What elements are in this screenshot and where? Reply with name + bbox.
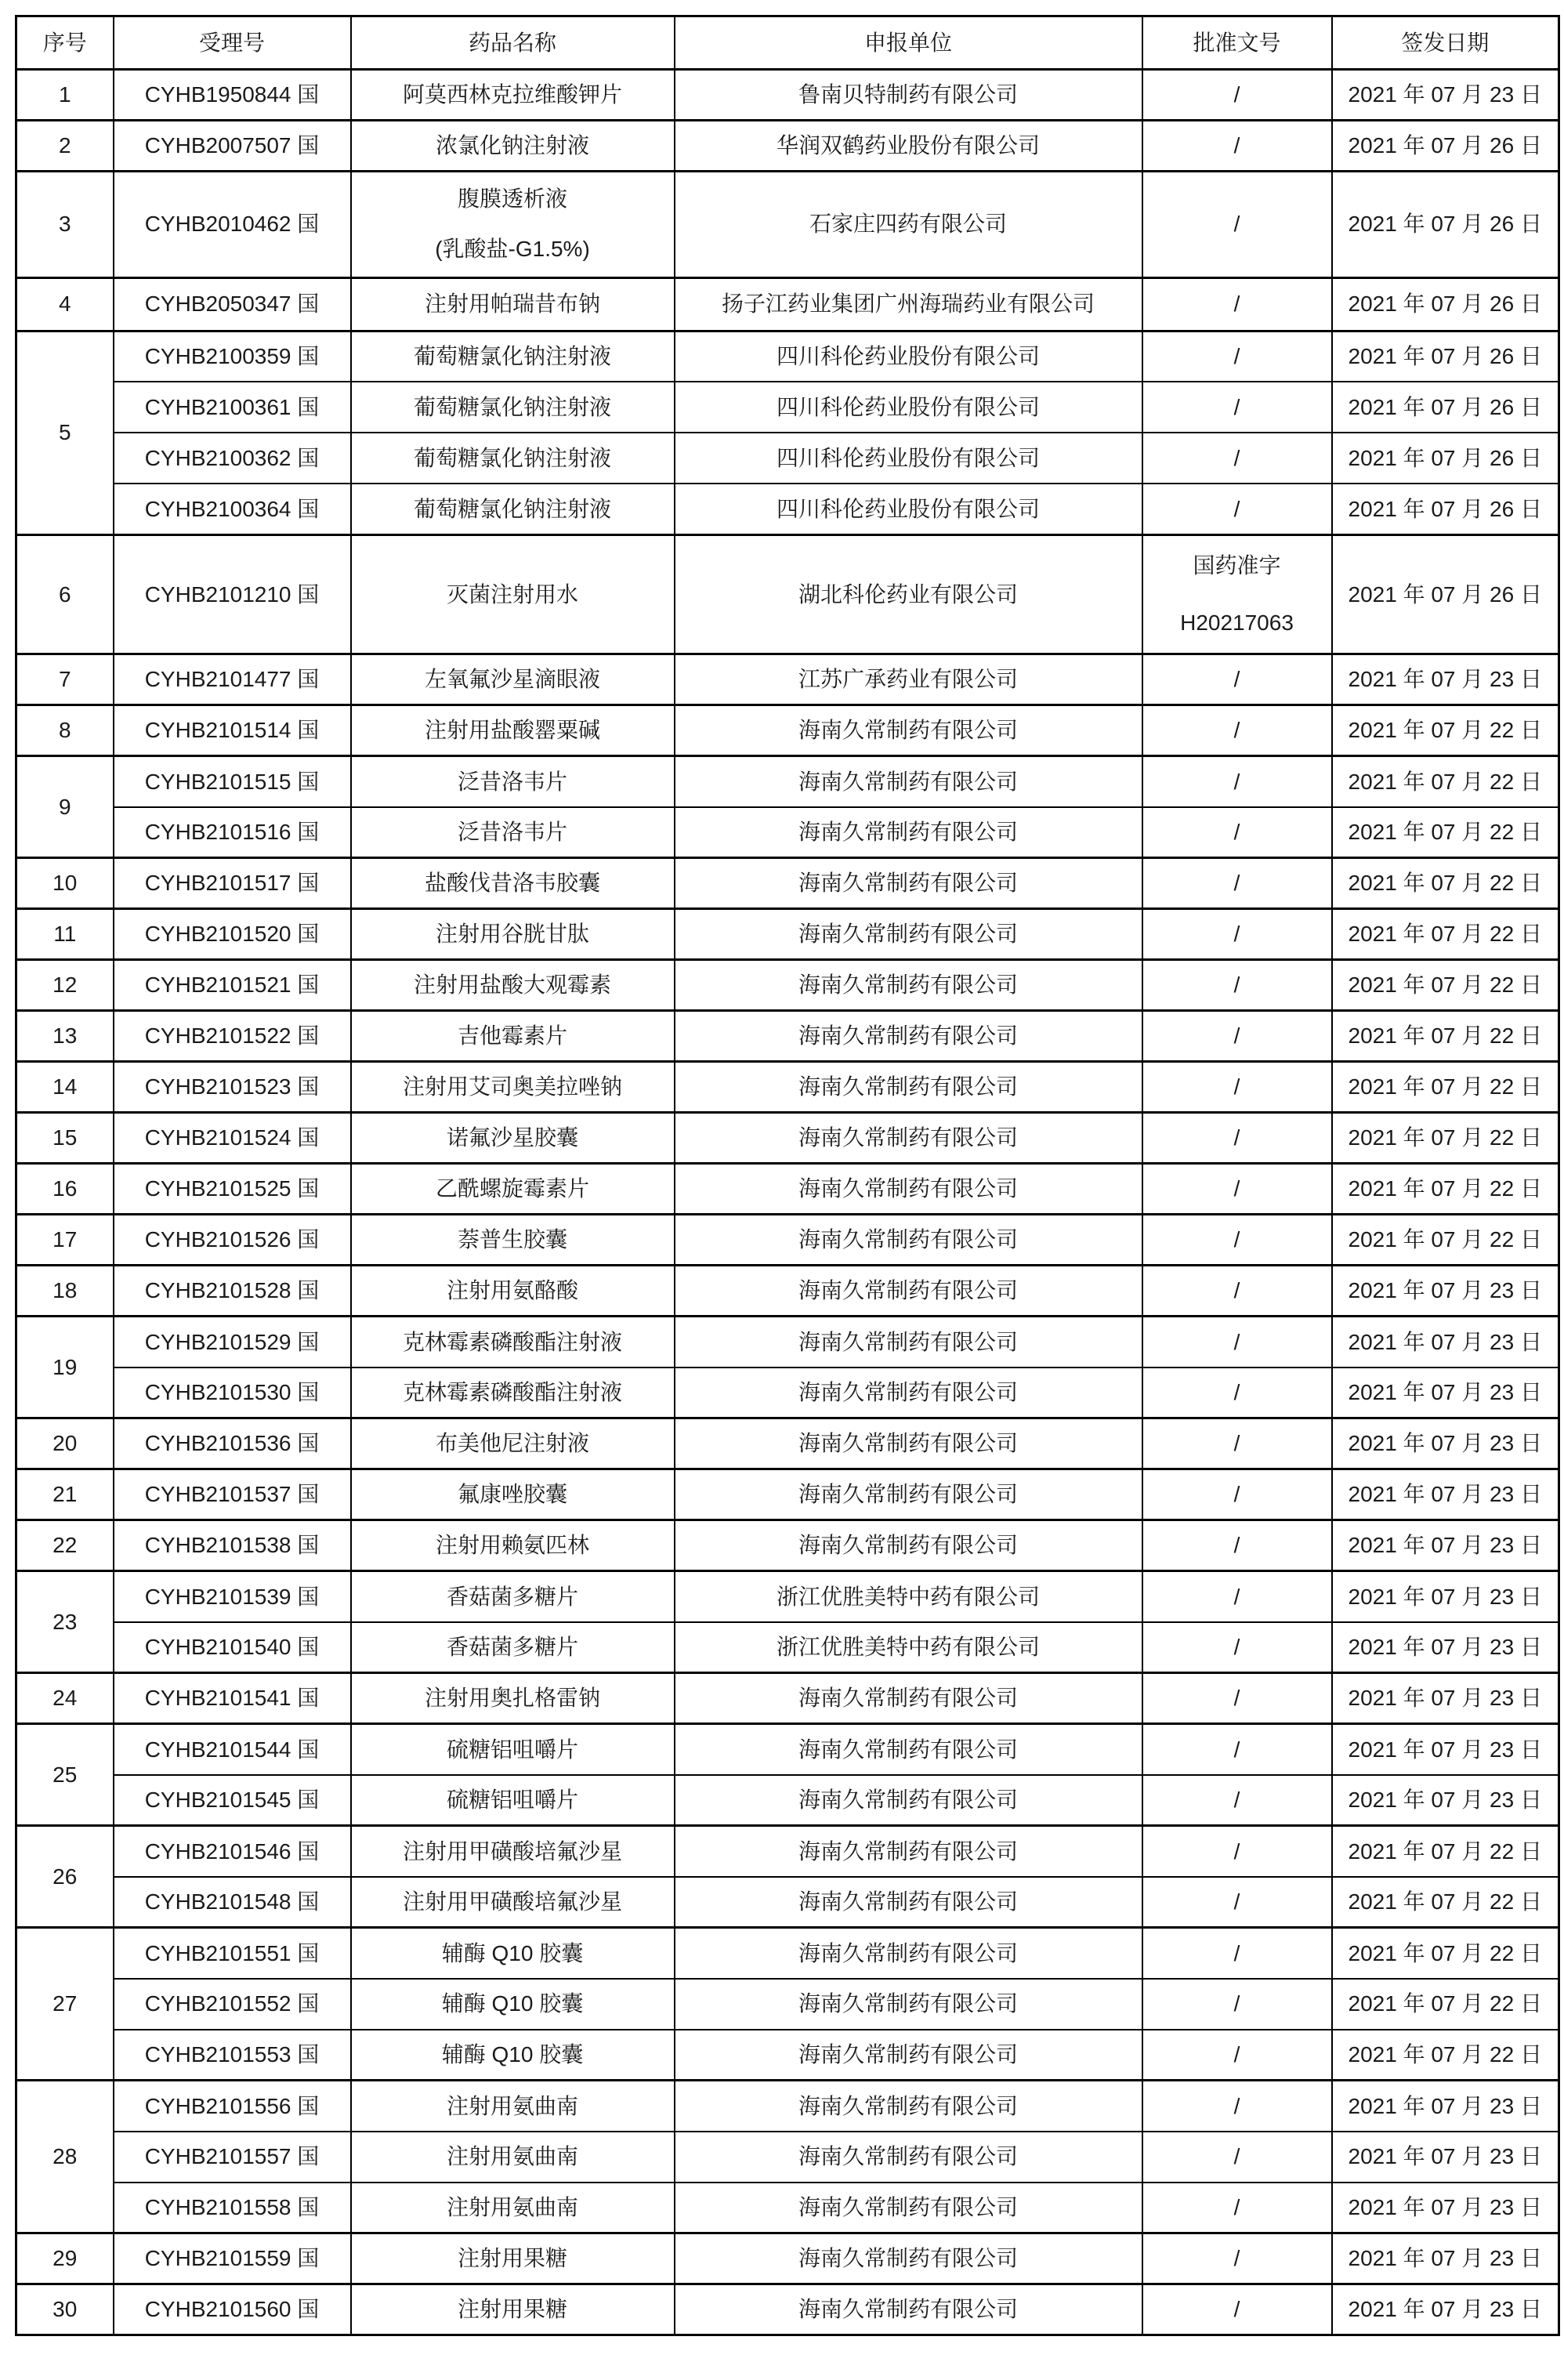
cell-company: 江苏广承药业有限公司 <box>675 654 1142 705</box>
cell-index: 25 <box>16 1724 114 1826</box>
table-row <box>16 807 1559 858</box>
cell-company: 海南久常制药有限公司 <box>675 1266 1142 1317</box>
cell-index: 27 <box>16 1928 114 2081</box>
cell-issue-date: 2021 年 07 月 26 日 <box>1332 382 1559 433</box>
table-row <box>16 1520 1559 1571</box>
cell-acceptance-number: CYHB2101523 国 <box>114 1062 351 1113</box>
cell-index: 8 <box>16 705 114 756</box>
cell-approval-number: / <box>1142 1673 1332 1724</box>
table-row <box>16 1928 1559 1979</box>
cell-drug-name: 辅酶 Q10 胶囊 <box>351 1928 675 1979</box>
col-header-company: 申报单位 <box>675 16 1142 70</box>
cell-acceptance-number: CYHB2100361 国 <box>114 382 351 433</box>
cell-issue-date: 2021 年 07 月 26 日 <box>1332 534 1559 654</box>
cell-issue-date: 2021 年 07 月 26 日 <box>1332 484 1559 534</box>
cell-issue-date: 2021 年 07 月 22 日 <box>1332 705 1559 756</box>
cell-acceptance-number: CYHB2100364 国 <box>114 484 351 534</box>
cell-issue-date: 2021 年 07 月 23 日 <box>1332 1418 1559 1469</box>
cell-index: 20 <box>16 1418 114 1469</box>
cell-drug-name: 葡萄糖氯化钠注射液 <box>351 331 675 382</box>
cell-issue-date: 2021 年 07 月 22 日 <box>1332 858 1559 909</box>
cell-approval-number: / <box>1142 2132 1332 2183</box>
table-row <box>16 1215 1559 1266</box>
cell-drug-name: 泛昔洛韦片 <box>351 756 675 807</box>
cell-drug-name: 注射用氨曲南 <box>351 2132 675 2183</box>
table-row <box>16 1266 1559 1317</box>
table-row <box>16 121 1559 172</box>
cell-issue-date: 2021 年 07 月 22 日 <box>1332 1877 1559 1928</box>
cell-company: 海南久常制药有限公司 <box>675 807 1142 858</box>
cell-acceptance-number: CYHB2101552 国 <box>114 1979 351 2030</box>
cell-approval-number: / <box>1142 433 1332 484</box>
cell-acceptance-number: CYHB2101548 国 <box>114 1877 351 1928</box>
table-row <box>16 2284 1559 2335</box>
cell-approval-number: / <box>1142 756 1332 807</box>
cell-issue-date: 2021 年 07 月 23 日 <box>1332 2132 1559 2183</box>
cell-company: 海南久常制药有限公司 <box>675 909 1142 960</box>
cell-issue-date: 2021 年 07 月 23 日 <box>1332 1571 1559 1622</box>
cell-issue-date: 2021 年 07 月 26 日 <box>1332 331 1559 382</box>
table-row <box>16 1317 1559 1368</box>
cell-index: 19 <box>16 1317 114 1418</box>
cell-issue-date: 2021 年 07 月 23 日 <box>1332 1317 1559 1368</box>
cell-drug-name: 注射用氨曲南 <box>351 2183 675 2233</box>
table-row <box>16 705 1559 756</box>
cell-drug-name: 左氧氟沙星滴眼液 <box>351 654 675 705</box>
col-header-index: 序号 <box>16 16 114 70</box>
cell-acceptance-number: CYHB1950844 国 <box>114 70 351 121</box>
col-header-approval-number: 批准文号 <box>1142 16 1332 70</box>
table-row <box>16 2233 1559 2284</box>
cell-index: 23 <box>16 1571 114 1673</box>
cell-index: 3 <box>16 172 114 278</box>
table-row <box>16 1571 1559 1622</box>
cell-drug-name: 注射用氨酪酸 <box>351 1266 675 1317</box>
cell-drug-name: 盐酸伐昔洛韦胶囊 <box>351 858 675 909</box>
cell-approval-number: / <box>1142 2081 1332 2132</box>
cell-company: 海南久常制药有限公司 <box>675 1011 1142 1062</box>
cell-approval-number: / <box>1142 2233 1332 2284</box>
cell-index: 14 <box>16 1062 114 1113</box>
table-row <box>16 858 1559 909</box>
col-header-issue-date: 签发日期 <box>1332 16 1559 70</box>
cell-drug-name: 注射用甲磺酸培氟沙星 <box>351 1826 675 1877</box>
col-header-drug-name: 药品名称 <box>351 16 675 70</box>
cell-issue-date: 2021 年 07 月 23 日 <box>1332 2183 1559 2233</box>
table-row <box>16 1469 1559 1520</box>
cell-company: 海南久常制药有限公司 <box>675 1520 1142 1571</box>
cell-drug-name: 注射用盐酸罂粟碱 <box>351 705 675 756</box>
cell-acceptance-number: CYHB2101551 国 <box>114 1928 351 1979</box>
cell-company: 华润双鹤药业股份有限公司 <box>675 121 1142 172</box>
cell-approval-number: / <box>1142 1724 1332 1775</box>
cell-acceptance-number: CYHB2101525 国 <box>114 1164 351 1215</box>
cell-approval-number: / <box>1142 1062 1332 1113</box>
cell-drug-name: 注射用帕瑞昔布钠 <box>351 277 675 331</box>
cell-drug-name: 注射用谷胱甘肽 <box>351 909 675 960</box>
cell-acceptance-number: CYHB2100362 国 <box>114 433 351 484</box>
cell-approval-number: / <box>1142 1520 1332 1571</box>
cell-acceptance-number: CYHB2101529 国 <box>114 1317 351 1368</box>
cell-company: 海南久常制药有限公司 <box>675 1113 1142 1164</box>
cell-approval-number: / <box>1142 1469 1332 1520</box>
cell-issue-date: 2021 年 07 月 26 日 <box>1332 433 1559 484</box>
cell-company: 海南久常制药有限公司 <box>675 2284 1142 2335</box>
cell-index: 10 <box>16 858 114 909</box>
cell-approval-number: / <box>1142 2183 1332 2233</box>
cell-company: 海南久常制药有限公司 <box>675 1673 1142 1724</box>
cell-company: 海南久常制药有限公司 <box>675 960 1142 1011</box>
cell-acceptance-number: CYHB2101546 国 <box>114 1826 351 1877</box>
cell-acceptance-number: CYHB2101539 国 <box>114 1571 351 1622</box>
cell-company: 海南久常制药有限公司 <box>675 1928 1142 1979</box>
cell-company: 海南久常制药有限公司 <box>675 2132 1142 2183</box>
cell-acceptance-number: CYHB2101536 国 <box>114 1418 351 1469</box>
cell-acceptance-number: CYHB2101522 国 <box>114 1011 351 1062</box>
cell-company: 海南久常制药有限公司 <box>675 1215 1142 1266</box>
cell-approval-number: / <box>1142 1266 1332 1317</box>
cell-drug-name: 注射用甲磺酸培氟沙星 <box>351 1877 675 1928</box>
cell-acceptance-number: CYHB2101545 国 <box>114 1775 351 1826</box>
cell-approval-number: / <box>1142 70 1332 121</box>
cell-drug-name: 乙酰螺旋霉素片 <box>351 1164 675 1215</box>
cell-company: 湖北科伦药业有限公司 <box>675 534 1142 654</box>
cell-drug-name: 克林霉素磷酸酯注射液 <box>351 1368 675 1418</box>
cell-acceptance-number: CYHB2101541 国 <box>114 1673 351 1724</box>
cell-issue-date: 2021 年 07 月 23 日 <box>1332 1520 1559 1571</box>
cell-acceptance-number: CYHB2101538 国 <box>114 1520 351 1571</box>
cell-acceptance-number: CYHB2100359 国 <box>114 331 351 382</box>
table-row <box>16 1826 1559 1877</box>
cell-issue-date: 2021 年 07 月 23 日 <box>1332 1266 1559 1317</box>
cell-drug-name: 注射用果糖 <box>351 2284 675 2335</box>
cell-company: 海南久常制药有限公司 <box>675 1826 1142 1877</box>
cell-acceptance-number: CYHB2101210 国 <box>114 534 351 654</box>
cell-acceptance-number: CYHB2101553 国 <box>114 2030 351 2081</box>
cell-approval-number: / <box>1142 1622 1332 1673</box>
cell-issue-date: 2021 年 07 月 23 日 <box>1332 1724 1559 1775</box>
table-row <box>16 2132 1559 2183</box>
table-row <box>16 960 1559 1011</box>
cell-company: 海南久常制药有限公司 <box>675 1775 1142 1826</box>
cell-drug-name: 葡萄糖氯化钠注射液 <box>351 484 675 534</box>
table-row <box>16 2081 1559 2132</box>
cell-company: 四川科伦药业股份有限公司 <box>675 331 1142 382</box>
cell-issue-date: 2021 年 07 月 23 日 <box>1332 70 1559 121</box>
cell-approval-number: / <box>1142 1368 1332 1418</box>
cell-approval-number: / <box>1142 705 1332 756</box>
cell-drug-name: 硫糖铝咀嚼片 <box>351 1775 675 1826</box>
cell-issue-date: 2021 年 07 月 22 日 <box>1332 1826 1559 1877</box>
cell-index: 13 <box>16 1011 114 1062</box>
table-row <box>16 433 1559 484</box>
drug-approval-table <box>15 15 1560 2336</box>
cell-acceptance-number: CYHB2101557 国 <box>114 2132 351 2183</box>
table-row <box>16 382 1559 433</box>
col-header-acceptance-number: 受理号 <box>114 16 351 70</box>
cell-approval-number: / <box>1142 1775 1332 1826</box>
table-body <box>16 70 1559 2335</box>
cell-company: 鲁南贝特制药有限公司 <box>675 70 1142 121</box>
cell-approval-number: / <box>1142 960 1332 1011</box>
cell-drug-name: 辅酶 Q10 胶囊 <box>351 2030 675 2081</box>
table-row <box>16 1622 1559 1673</box>
header-row <box>16 16 1559 70</box>
cell-issue-date: 2021 年 07 月 23 日 <box>1332 1775 1559 1826</box>
cell-issue-date: 2021 年 07 月 22 日 <box>1332 807 1559 858</box>
cell-drug-name: 注射用奥扎格雷钠 <box>351 1673 675 1724</box>
cell-drug-name: 注射用果糖 <box>351 2233 675 2284</box>
cell-approval-number: / <box>1142 858 1332 909</box>
cell-issue-date: 2021 年 07 月 22 日 <box>1332 1215 1559 1266</box>
cell-company: 海南久常制药有限公司 <box>675 1062 1142 1113</box>
cell-approval-number: / <box>1142 654 1332 705</box>
cell-approval-number: / <box>1142 382 1332 433</box>
cell-acceptance-number: CYHB2101528 国 <box>114 1266 351 1317</box>
cell-acceptance-number: CYHB2101514 国 <box>114 705 351 756</box>
table-row <box>16 277 1559 331</box>
table-row <box>16 654 1559 705</box>
table-row <box>16 172 1559 278</box>
table-row <box>16 484 1559 534</box>
cell-company: 海南久常制药有限公司 <box>675 756 1142 807</box>
cell-issue-date: 2021 年 07 月 22 日 <box>1332 1113 1559 1164</box>
cell-index: 30 <box>16 2284 114 2335</box>
cell-issue-date: 2021 年 07 月 23 日 <box>1332 1622 1559 1673</box>
cell-company: 海南久常制药有限公司 <box>675 1418 1142 1469</box>
cell-index: 5 <box>16 331 114 534</box>
cell-company: 海南久常制药有限公司 <box>675 1368 1142 1418</box>
cell-issue-date: 2021 年 07 月 26 日 <box>1332 172 1559 278</box>
cell-acceptance-number: CYHB2101560 国 <box>114 2284 351 2335</box>
cell-issue-date: 2021 年 07 月 26 日 <box>1332 277 1559 331</box>
cell-approval-number: / <box>1142 1011 1332 1062</box>
cell-company: 海南久常制药有限公司 <box>675 1979 1142 2030</box>
table-row <box>16 1062 1559 1113</box>
cell-approval-number: / <box>1142 1418 1332 1469</box>
cell-company: 四川科伦药业股份有限公司 <box>675 484 1142 534</box>
cell-approval-number: 国药准字 H20217063 <box>1142 534 1332 654</box>
cell-acceptance-number: CYHB2101477 国 <box>114 654 351 705</box>
cell-approval-number: / <box>1142 1826 1332 1877</box>
cell-acceptance-number: CYHB2101558 国 <box>114 2183 351 2233</box>
cell-acceptance-number: CYHB2101524 国 <box>114 1113 351 1164</box>
cell-acceptance-number: CYHB2101520 国 <box>114 909 351 960</box>
cell-acceptance-number: CYHB2010462 国 <box>114 172 351 278</box>
cell-approval-number: / <box>1142 1571 1332 1622</box>
cell-acceptance-number: CYHB2101515 国 <box>114 756 351 807</box>
table-row <box>16 1368 1559 1418</box>
cell-index: 16 <box>16 1164 114 1215</box>
cell-approval-number: / <box>1142 1928 1332 1979</box>
cell-drug-name: 氟康唑胶囊 <box>351 1469 675 1520</box>
cell-issue-date: 2021 年 07 月 22 日 <box>1332 960 1559 1011</box>
cell-approval-number: / <box>1142 1317 1332 1368</box>
cell-drug-name: 葡萄糖氯化钠注射液 <box>351 433 675 484</box>
table-row <box>16 70 1559 121</box>
cell-drug-name: 硫糖铝咀嚼片 <box>351 1724 675 1775</box>
cell-index: 24 <box>16 1673 114 1724</box>
cell-company: 海南久常制药有限公司 <box>675 1724 1142 1775</box>
cell-drug-name: 注射用赖氨匹林 <box>351 1520 675 1571</box>
cell-approval-number: / <box>1142 909 1332 960</box>
cell-issue-date: 2021 年 07 月 23 日 <box>1332 654 1559 705</box>
cell-acceptance-number: CYHB2101526 国 <box>114 1215 351 1266</box>
cell-company: 海南久常制药有限公司 <box>675 1469 1142 1520</box>
cell-acceptance-number: CYHB2101544 国 <box>114 1724 351 1775</box>
cell-index: 7 <box>16 654 114 705</box>
cell-company: 四川科伦药业股份有限公司 <box>675 382 1142 433</box>
cell-drug-name: 注射用氨曲南 <box>351 2081 675 2132</box>
cell-company: 海南久常制药有限公司 <box>675 1317 1142 1368</box>
cell-company: 海南久常制药有限公司 <box>675 2030 1142 2081</box>
table-row <box>16 1724 1559 1775</box>
table-row <box>16 534 1559 654</box>
cell-index: 15 <box>16 1113 114 1164</box>
cell-index: 17 <box>16 1215 114 1266</box>
cell-drug-name: 阿莫西林克拉维酸钾片 <box>351 70 675 121</box>
cell-acceptance-number: CYHB2101521 国 <box>114 960 351 1011</box>
cell-approval-number: / <box>1142 807 1332 858</box>
cell-drug-name: 吉他霉素片 <box>351 1011 675 1062</box>
cell-index: 12 <box>16 960 114 1011</box>
cell-drug-name: 腹膜透析液 (乳酸盐-G1.5%) <box>351 172 675 278</box>
cell-index: 2 <box>16 121 114 172</box>
cell-issue-date: 2021 年 07 月 23 日 <box>1332 2284 1559 2335</box>
cell-issue-date: 2021 年 07 月 22 日 <box>1332 1928 1559 1979</box>
cell-issue-date: 2021 年 07 月 23 日 <box>1332 2081 1559 2132</box>
cell-issue-date: 2021 年 07 月 22 日 <box>1332 909 1559 960</box>
table-row <box>16 756 1559 807</box>
cell-company: 海南久常制药有限公司 <box>675 858 1142 909</box>
cell-index: 1 <box>16 70 114 121</box>
cell-drug-name: 注射用艾司奥美拉唑钠 <box>351 1062 675 1113</box>
cell-index: 22 <box>16 1520 114 1571</box>
table-row <box>16 1418 1559 1469</box>
cell-company: 四川科伦药业股份有限公司 <box>675 433 1142 484</box>
cell-acceptance-number: CYHB2050347 国 <box>114 277 351 331</box>
cell-acceptance-number: CYHB2101556 国 <box>114 2081 351 2132</box>
cell-drug-name: 注射用盐酸大观霉素 <box>351 960 675 1011</box>
cell-acceptance-number: CYHB2101516 国 <box>114 807 351 858</box>
cell-drug-name: 泛昔洛韦片 <box>351 807 675 858</box>
cell-approval-number: / <box>1142 2030 1332 2081</box>
cell-company: 扬子江药业集团广州海瑞药业有限公司 <box>675 277 1142 331</box>
cell-drug-name: 香菇菌多糖片 <box>351 1571 675 1622</box>
cell-acceptance-number: CYHB2007507 国 <box>114 121 351 172</box>
cell-company: 海南久常制药有限公司 <box>675 2081 1142 2132</box>
cell-issue-date: 2021 年 07 月 23 日 <box>1332 1469 1559 1520</box>
cell-issue-date: 2021 年 07 月 23 日 <box>1332 1673 1559 1724</box>
cell-approval-number: / <box>1142 2284 1332 2335</box>
cell-index: 18 <box>16 1266 114 1317</box>
cell-issue-date: 2021 年 07 月 23 日 <box>1332 2233 1559 2284</box>
cell-company: 海南久常制药有限公司 <box>675 2233 1142 2284</box>
cell-issue-date: 2021 年 07 月 22 日 <box>1332 1011 1559 1062</box>
cell-approval-number: / <box>1142 277 1332 331</box>
cell-approval-number: / <box>1142 1215 1332 1266</box>
table-row <box>16 1979 1559 2030</box>
cell-approval-number: / <box>1142 1113 1332 1164</box>
cell-acceptance-number: CYHB2101559 国 <box>114 2233 351 2284</box>
table-row <box>16 1877 1559 1928</box>
table-row <box>16 1775 1559 1826</box>
cell-issue-date: 2021 年 07 月 22 日 <box>1332 1164 1559 1215</box>
cell-drug-name: 布美他尼注射液 <box>351 1418 675 1469</box>
table-row <box>16 1113 1559 1164</box>
table-row <box>16 2183 1559 2233</box>
cell-company: 海南久常制药有限公司 <box>675 2183 1142 2233</box>
cell-approval-number: / <box>1142 484 1332 534</box>
cell-drug-name: 浓氯化钠注射液 <box>351 121 675 172</box>
cell-index: 4 <box>16 277 114 331</box>
cell-approval-number: / <box>1142 121 1332 172</box>
cell-issue-date: 2021 年 07 月 22 日 <box>1332 2030 1559 2081</box>
cell-approval-number: / <box>1142 331 1332 382</box>
cell-company: 海南久常制药有限公司 <box>675 1877 1142 1928</box>
cell-index: 6 <box>16 534 114 654</box>
cell-approval-number: / <box>1142 1877 1332 1928</box>
cell-index: 21 <box>16 1469 114 1520</box>
cell-index: 26 <box>16 1826 114 1928</box>
cell-company: 石家庄四药有限公司 <box>675 172 1142 278</box>
table-row <box>16 1164 1559 1215</box>
cell-company: 海南久常制药有限公司 <box>675 705 1142 756</box>
cell-issue-date: 2021 年 07 月 22 日 <box>1332 1979 1559 2030</box>
cell-company: 海南久常制药有限公司 <box>675 1164 1142 1215</box>
table-header <box>16 16 1559 70</box>
cell-acceptance-number: CYHB2101537 国 <box>114 1469 351 1520</box>
table-row <box>16 2030 1559 2081</box>
cell-index: 28 <box>16 2081 114 2233</box>
cell-approval-number: / <box>1142 1979 1332 2030</box>
cell-index: 29 <box>16 2233 114 2284</box>
table-row <box>16 1011 1559 1062</box>
cell-drug-name: 辅酶 Q10 胶囊 <box>351 1979 675 2030</box>
cell-issue-date: 2021 年 07 月 22 日 <box>1332 756 1559 807</box>
cell-drug-name: 克林霉素磷酸酯注射液 <box>351 1317 675 1368</box>
cell-index: 9 <box>16 756 114 858</box>
cell-drug-name: 灭菌注射用水 <box>351 534 675 654</box>
cell-issue-date: 2021 年 07 月 26 日 <box>1332 121 1559 172</box>
table-row <box>16 909 1559 960</box>
cell-acceptance-number: CYHB2101540 国 <box>114 1622 351 1673</box>
cell-approval-number: / <box>1142 172 1332 278</box>
table-row <box>16 331 1559 382</box>
cell-company: 浙江优胜美特中药有限公司 <box>675 1571 1142 1622</box>
cell-drug-name: 香菇菌多糖片 <box>351 1622 675 1673</box>
table-row <box>16 1673 1559 1724</box>
cell-acceptance-number: CYHB2101530 国 <box>114 1368 351 1418</box>
cell-approval-number: / <box>1142 1164 1332 1215</box>
cell-drug-name: 萘普生胶囊 <box>351 1215 675 1266</box>
cell-acceptance-number: CYHB2101517 国 <box>114 858 351 909</box>
cell-issue-date: 2021 年 07 月 22 日 <box>1332 1062 1559 1113</box>
cell-company: 浙江优胜美特中药有限公司 <box>675 1622 1142 1673</box>
cell-drug-name: 葡萄糖氯化钠注射液 <box>351 382 675 433</box>
cell-drug-name: 诺氟沙星胶囊 <box>351 1113 675 1164</box>
cell-issue-date: 2021 年 07 月 23 日 <box>1332 1368 1559 1418</box>
cell-index: 11 <box>16 909 114 960</box>
